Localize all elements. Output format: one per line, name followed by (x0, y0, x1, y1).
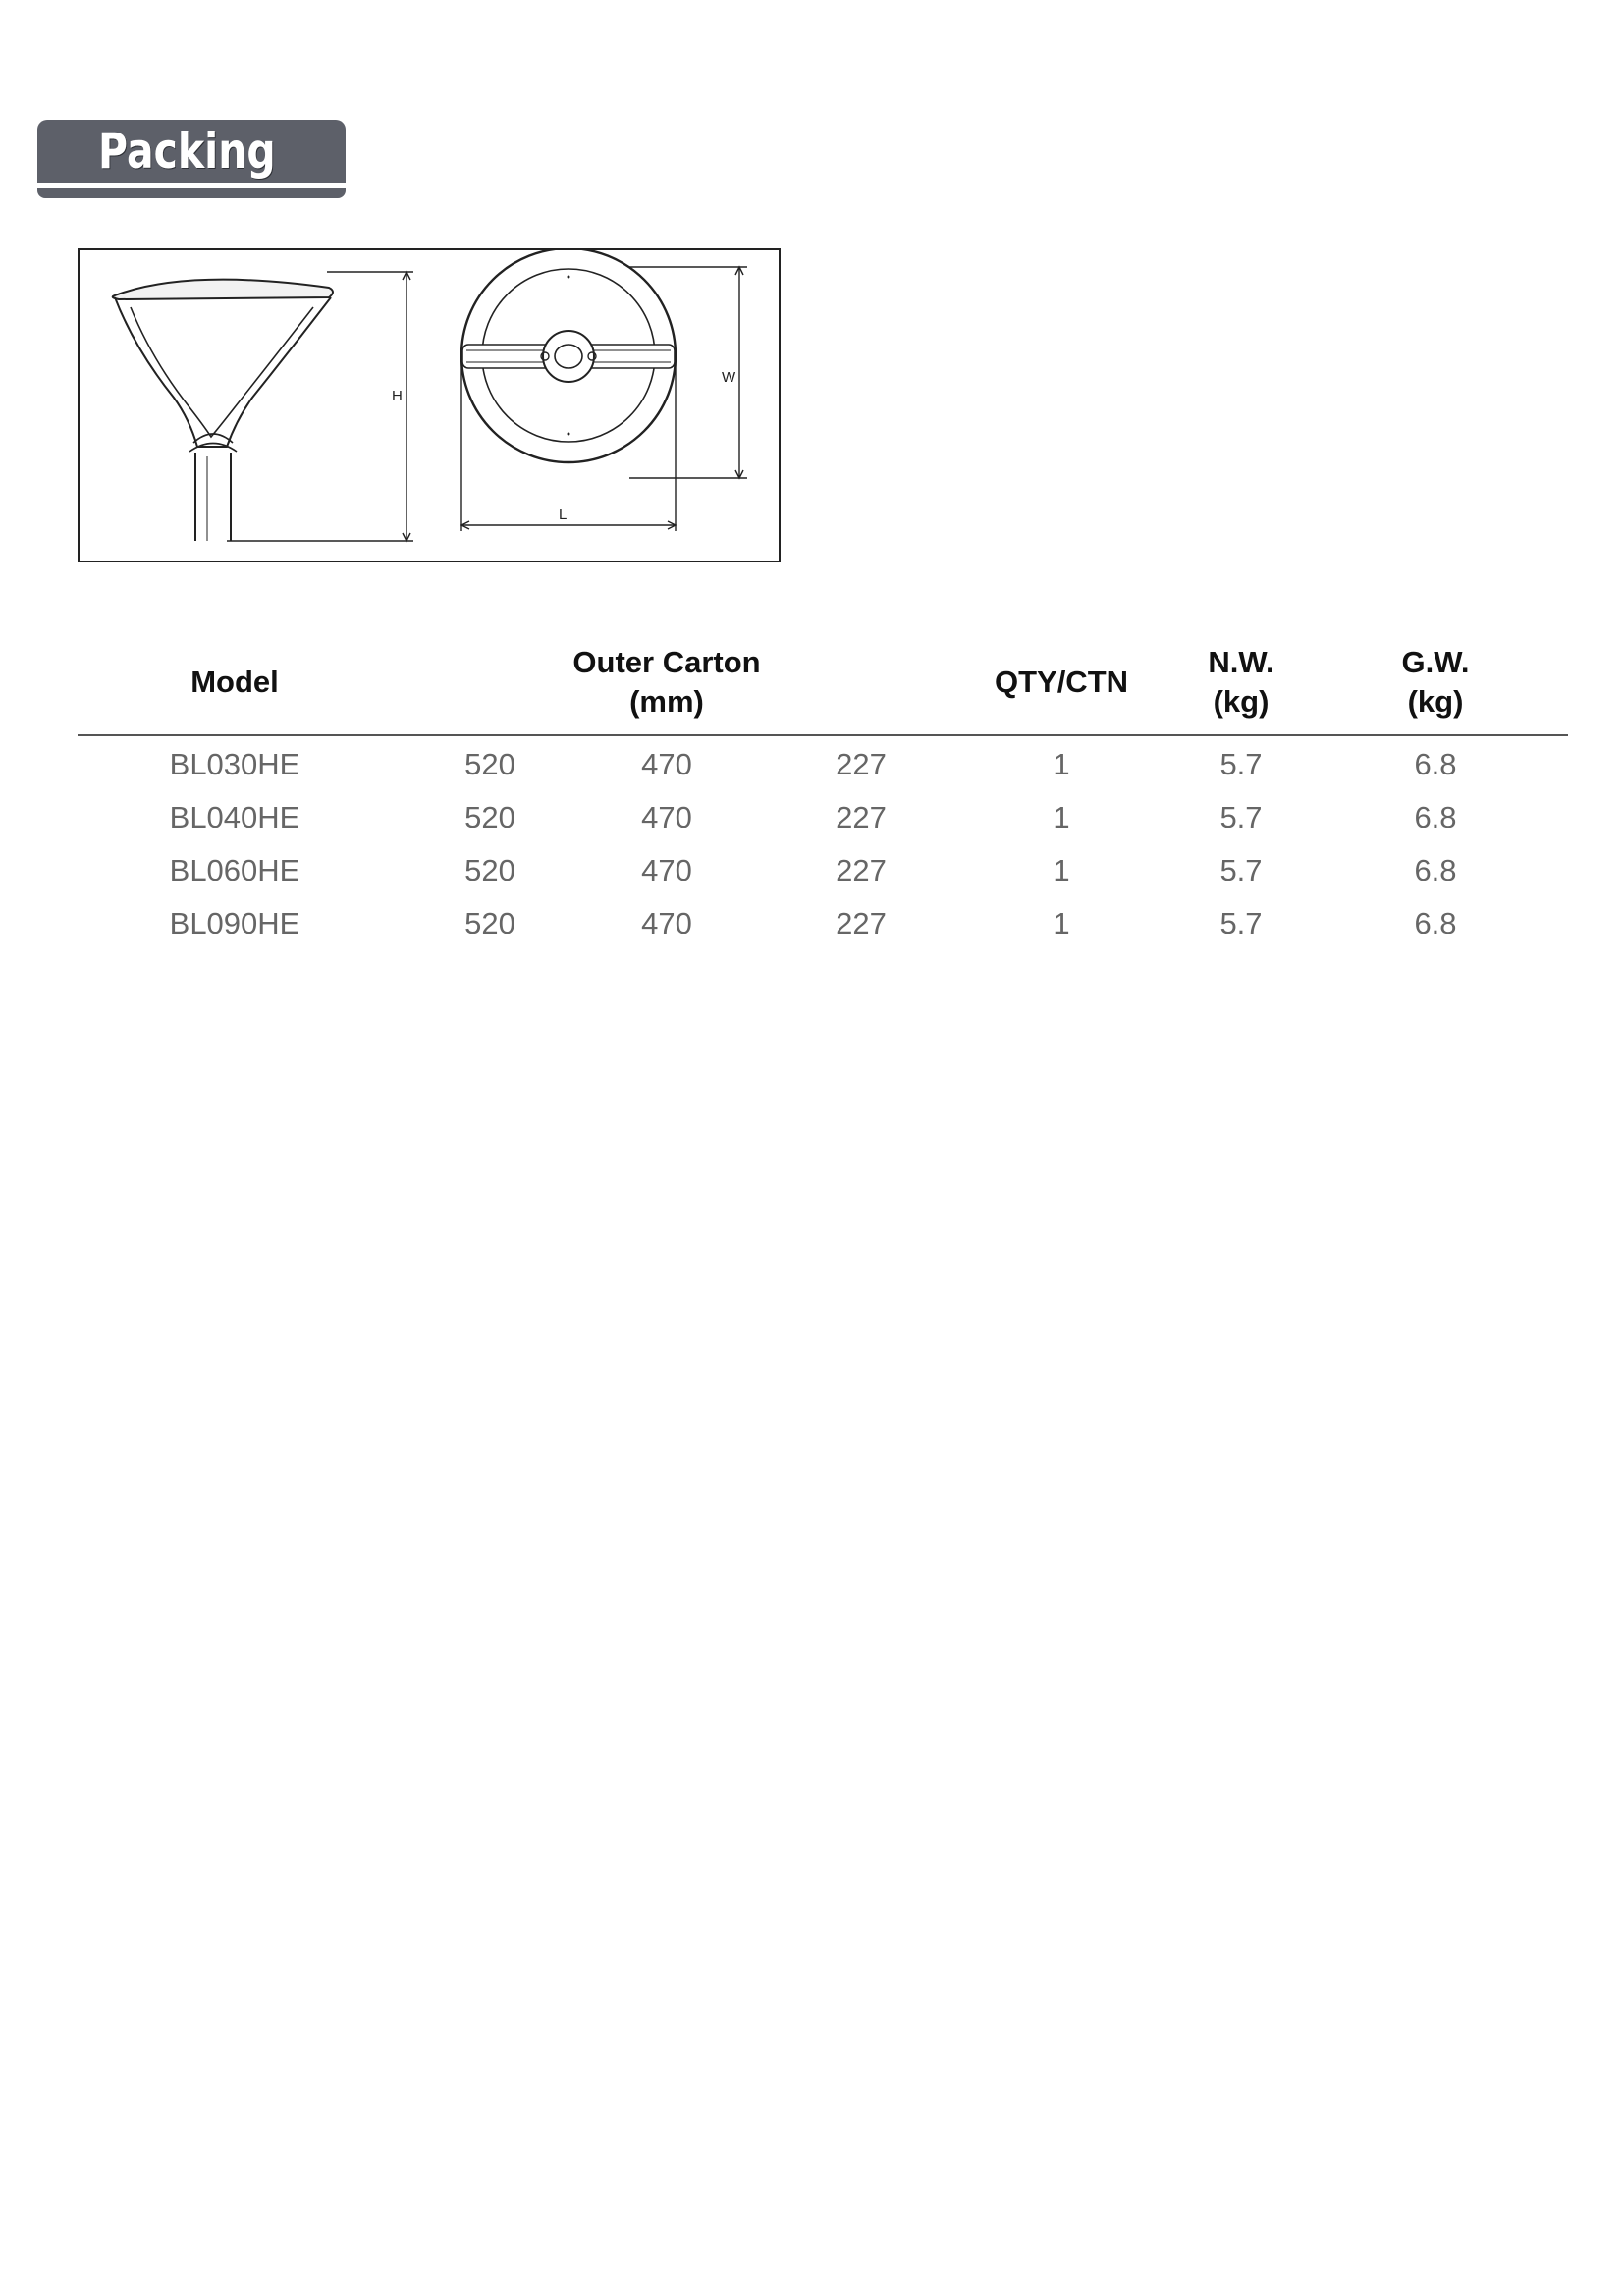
header-model: Model (190, 665, 279, 699)
header-net-weight-unit: (kg) (1213, 684, 1270, 719)
cell-carton-height: 227 (836, 747, 887, 781)
cell-model: BL060HE (169, 853, 300, 887)
cell-carton-length: 520 (464, 853, 515, 887)
cell-model: BL040HE (169, 800, 300, 834)
header-outer-carton-unit: (mm) (629, 684, 704, 719)
header-gross-weight-unit: (kg) (1407, 684, 1464, 719)
packing-table (78, 636, 1568, 950)
cell-gross-weight: 6.8 (1414, 906, 1457, 940)
header-outer-carton: Outer Carton (572, 645, 761, 679)
cell-gross-weight: 6.8 (1414, 853, 1457, 887)
header-qty-ctn: QTY/CTN (994, 665, 1129, 699)
cell-carton-width: 470 (641, 747, 692, 781)
table-row (78, 791, 1568, 844)
cell-carton-length: 520 (464, 906, 515, 940)
table-row (78, 738, 1568, 791)
cell-net-weight: 5.7 (1219, 906, 1263, 940)
cell-gross-weight: 6.8 (1414, 800, 1457, 834)
cell-carton-length: 520 (464, 747, 515, 781)
cell-qty: 1 (1053, 853, 1070, 887)
section-header-tab (37, 120, 346, 200)
section-title: Packing (98, 123, 276, 180)
cell-model: BL030HE (169, 747, 300, 781)
cell-carton-height: 227 (836, 800, 887, 834)
table-header-row (78, 636, 1568, 736)
cell-gross-weight: 6.8 (1414, 747, 1457, 781)
cell-net-weight: 5.7 (1219, 800, 1263, 834)
cell-net-weight: 5.7 (1219, 853, 1263, 887)
cell-carton-height: 227 (836, 906, 887, 940)
cell-carton-width: 470 (641, 800, 692, 834)
cell-carton-width: 470 (641, 853, 692, 887)
height-label: H (392, 388, 403, 404)
table-row (78, 844, 1568, 897)
header-net-weight: N.W. (1208, 645, 1274, 679)
cell-qty: 1 (1053, 747, 1070, 781)
drawing-svg (80, 250, 779, 561)
header-gross-weight: G.W. (1401, 645, 1470, 679)
length-dimension-line (461, 358, 676, 531)
table-row (78, 897, 1568, 950)
lamp-top-view (461, 250, 676, 462)
cell-qty: 1 (1053, 906, 1070, 940)
section-tab-underline (37, 188, 346, 198)
width-label: W (722, 369, 736, 386)
cell-net-weight: 5.7 (1219, 747, 1263, 781)
cell-carton-length: 520 (464, 800, 515, 834)
lamp-dimension-drawing (78, 248, 781, 562)
lamp-side-view (113, 280, 333, 541)
cell-model: BL090HE (169, 906, 300, 940)
cell-qty: 1 (1053, 800, 1070, 834)
cell-carton-width: 470 (641, 906, 692, 940)
length-label: L (559, 507, 568, 523)
cell-carton-height: 227 (836, 853, 887, 887)
